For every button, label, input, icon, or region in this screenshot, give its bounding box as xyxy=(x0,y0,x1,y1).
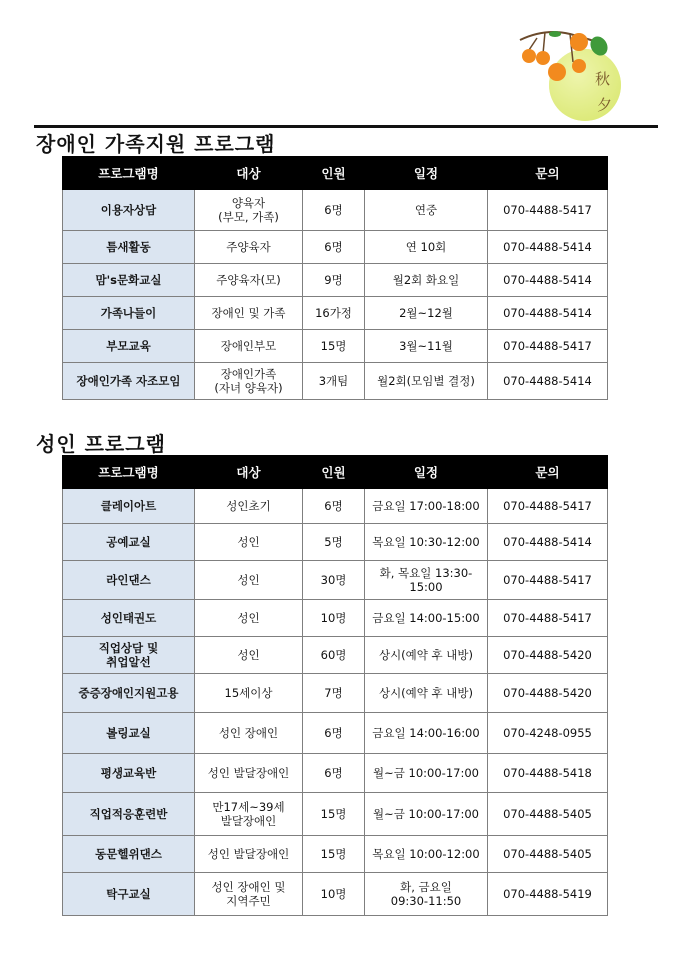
header-contact: 문의 xyxy=(488,157,608,190)
family-support-rows xyxy=(63,190,608,400)
target-cell: 성인 장애인 xyxy=(195,713,303,754)
table-row xyxy=(63,600,608,637)
table-header-row xyxy=(63,157,608,190)
contact-cell: 070-4488-5419 xyxy=(488,873,608,916)
contact-cell: 070-4488-5417 xyxy=(488,489,608,524)
persimmon-branch-icon xyxy=(515,20,625,130)
schedule-cell: 상시(예약 후 내방) xyxy=(365,674,488,713)
table-row xyxy=(63,489,608,524)
table-row xyxy=(63,836,608,873)
contact-cell: 070-4488-5414 xyxy=(488,264,608,297)
target-cell: 장애인 및 가족 xyxy=(195,297,303,330)
schedule-cell: 월~금 10:00-17:00 xyxy=(365,754,488,793)
schedule-cell: 월2회 화요일 xyxy=(365,264,488,297)
people-cell: 15명 xyxy=(303,330,365,363)
people-cell: 5명 xyxy=(303,524,365,561)
people-cell: 30명 xyxy=(303,561,365,600)
table-row xyxy=(63,637,608,674)
people-cell: 16가정 xyxy=(303,297,365,330)
contact-cell: 070-4488-5417 xyxy=(488,561,608,600)
program-name-cell: 이용자상담 xyxy=(63,190,195,231)
people-cell: 60명 xyxy=(303,637,365,674)
program-name-cell: 탁구교실 xyxy=(63,873,195,916)
people-cell: 15명 xyxy=(303,793,365,836)
target-cell: 성인 xyxy=(195,637,303,674)
adult-program-table xyxy=(62,455,608,916)
header-schedule: 일정 xyxy=(365,157,488,190)
schedule-cell: 금요일 17:00-18:00 xyxy=(365,489,488,524)
schedule-cell: 금요일 14:00-16:00 xyxy=(365,713,488,754)
people-cell: 6명 xyxy=(303,190,365,231)
header-people: 인원 xyxy=(303,456,365,489)
schedule-cell: 상시(예약 후 내방) xyxy=(365,637,488,674)
header-program: 프로그램명 xyxy=(63,456,195,489)
target-cell: 장애인가족 (자녀 양육자) xyxy=(195,363,303,400)
target-cell: 성인 xyxy=(195,600,303,637)
table-row xyxy=(63,363,608,400)
logo-char-2: 夕 xyxy=(597,96,613,114)
contact-cell: 070-4488-5417 xyxy=(488,190,608,231)
program-name-cell: 클레이아트 xyxy=(63,489,195,524)
schedule-cell: 화, 금요일 09:30-11:50 xyxy=(365,873,488,916)
program-name-cell: 부모교육 xyxy=(63,330,195,363)
table-row xyxy=(63,873,608,916)
table-row xyxy=(63,297,608,330)
target-cell: 만17세~39세 발달장애인 xyxy=(195,793,303,836)
schedule-cell: 연 10회 xyxy=(365,231,488,264)
contact-cell: 070-4488-5405 xyxy=(488,836,608,873)
program-name-cell: 라인댄스 xyxy=(63,561,195,600)
people-cell: 10명 xyxy=(303,600,365,637)
target-cell: 장애인부모 xyxy=(195,330,303,363)
target-cell: 성인 장애인 및 지역주민 xyxy=(195,873,303,916)
program-name-cell: 장애인가족 자조모임 xyxy=(63,363,195,400)
program-name-cell: 볼링교실 xyxy=(63,713,195,754)
target-cell: 성인 xyxy=(195,561,303,600)
header-target: 대상 xyxy=(195,456,303,489)
program-name-cell: 성인태권도 xyxy=(63,600,195,637)
adult-program-rows xyxy=(63,489,608,916)
program-name-cell: 평생교육반 xyxy=(63,754,195,793)
header-schedule: 일정 xyxy=(365,456,488,489)
target-cell: 성인초기 xyxy=(195,489,303,524)
table-row xyxy=(63,754,608,793)
schedule-cell: 월~금 10:00-17:00 xyxy=(365,793,488,836)
contact-cell: 070-4488-5420 xyxy=(488,637,608,674)
schedule-cell: 3월~11월 xyxy=(365,330,488,363)
people-cell: 6명 xyxy=(303,489,365,524)
table-row xyxy=(63,793,608,836)
logo-char-1: 秋 xyxy=(595,70,611,88)
table-row xyxy=(63,524,608,561)
schedule-cell: 월2회(모임별 결정) xyxy=(365,363,488,400)
contact-cell: 070-4488-5418 xyxy=(488,754,608,793)
contact-cell: 070-4488-5420 xyxy=(488,674,608,713)
contact-cell: 070-4488-5414 xyxy=(488,231,608,264)
header-program: 프로그램명 xyxy=(63,157,195,190)
target-cell: 성인 발달장애인 xyxy=(195,754,303,793)
table-row xyxy=(63,190,608,231)
schedule-cell: 목요일 10:30-12:00 xyxy=(365,524,488,561)
section-title-family-support: 장애인 가족지원 프로그램 xyxy=(36,132,276,156)
schedule-cell: 금요일 14:00-15:00 xyxy=(365,600,488,637)
header-contact: 문의 xyxy=(488,456,608,489)
section-title-adult: 성인 프로그램 xyxy=(36,432,166,456)
schedule-cell: 2월~12월 xyxy=(365,297,488,330)
contact-cell: 070-4488-5414 xyxy=(488,297,608,330)
schedule-cell: 연중 xyxy=(365,190,488,231)
program-name-cell: 틈새활동 xyxy=(63,231,195,264)
people-cell: 7명 xyxy=(303,674,365,713)
target-cell: 주양육자(모) xyxy=(195,264,303,297)
people-cell: 6명 xyxy=(303,231,365,264)
program-name-cell: 직업상담 및 취업알선 xyxy=(63,637,195,674)
table-row xyxy=(63,330,608,363)
program-name-cell: 직업적응훈련반 xyxy=(63,793,195,836)
header-target: 대상 xyxy=(195,157,303,190)
contact-cell: 070-4248-0955 xyxy=(488,713,608,754)
people-cell: 6명 xyxy=(303,754,365,793)
people-cell: 10명 xyxy=(303,873,365,916)
contact-cell: 070-4488-5405 xyxy=(488,793,608,836)
people-cell: 15명 xyxy=(303,836,365,873)
contact-cell: 070-4488-5414 xyxy=(488,363,608,400)
schedule-cell: 목요일 10:00-12:00 xyxy=(365,836,488,873)
people-cell: 3개팀 xyxy=(303,363,365,400)
program-name-cell: 중증장애인지원고용 xyxy=(63,674,195,713)
program-name-cell: 동문헬위댄스 xyxy=(63,836,195,873)
table-row xyxy=(63,674,608,713)
table-row xyxy=(63,264,608,297)
family-support-table xyxy=(62,156,608,400)
contact-cell: 070-4488-5414 xyxy=(488,524,608,561)
contact-cell: 070-4488-5417 xyxy=(488,600,608,637)
table-row xyxy=(63,713,608,754)
contact-cell: 070-4488-5417 xyxy=(488,330,608,363)
table-row xyxy=(63,561,608,600)
target-cell: 양육자 (부모, 가족) xyxy=(195,190,303,231)
target-cell: 성인 발달장애인 xyxy=(195,836,303,873)
table-header-row xyxy=(63,456,608,489)
target-cell: 성인 xyxy=(195,524,303,561)
target-cell: 주양육자 xyxy=(195,231,303,264)
target-cell: 15세이상 xyxy=(195,674,303,713)
people-cell: 6명 xyxy=(303,713,365,754)
program-name-cell: 맘's문화교실 xyxy=(63,264,195,297)
program-name-cell: 가족나들이 xyxy=(63,297,195,330)
header-people: 인원 xyxy=(303,157,365,190)
schedule-cell: 화, 목요일 13:30-15:00 xyxy=(365,561,488,600)
program-name-cell: 공예교실 xyxy=(63,524,195,561)
table-row xyxy=(63,231,608,264)
people-cell: 9명 xyxy=(303,264,365,297)
